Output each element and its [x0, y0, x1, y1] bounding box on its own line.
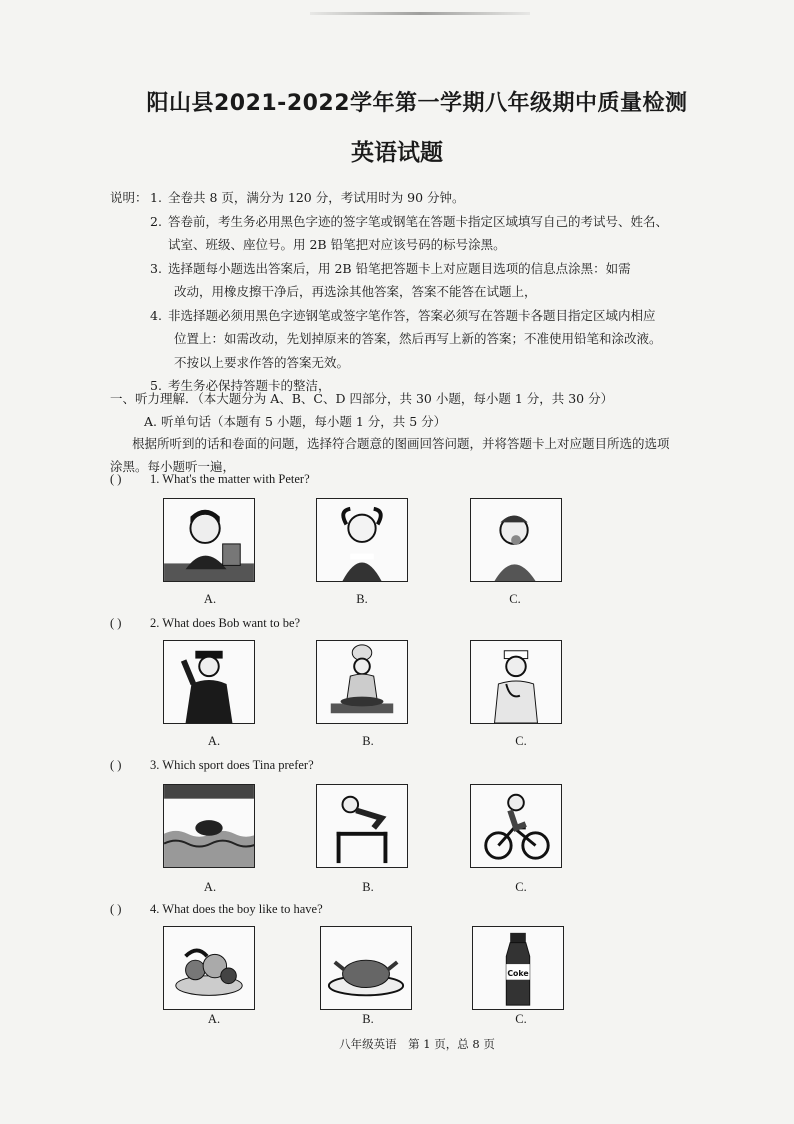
q4-option-c-picture: [472, 926, 564, 1010]
option-label: C.: [515, 1012, 527, 1026]
note-item-4: [110, 304, 750, 328]
option-label: B.: [356, 592, 368, 606]
answer-blank[interactable]: ( ): [110, 902, 122, 916]
question-2: [110, 616, 300, 631]
note-item-1: [110, 186, 750, 210]
answer-blank[interactable]: ( ): [110, 616, 122, 630]
note-number: 1.: [150, 190, 162, 205]
question-1: [110, 472, 310, 487]
note-number: 5.: [150, 378, 162, 393]
option-label: C.: [515, 734, 527, 748]
option-label: C.: [509, 592, 521, 606]
cola-label-text: Coke: [507, 968, 529, 978]
page-footer: 八年级英语 第 1 页，总 8 页: [339, 1037, 495, 1051]
notes-lead: 说明：: [110, 190, 148, 205]
note-item-3: [110, 257, 750, 281]
note-text-continued: 不按以上要求作答的答案无效。: [174, 354, 350, 370]
option-label: B.: [362, 880, 374, 894]
q3-option-a-picture: [163, 784, 255, 868]
q3-option-b-picture: [316, 784, 408, 868]
question-text: 4. What does the boy like to have?: [150, 902, 323, 916]
page-title: 阳山县2021-2022学年第一学期八年级期中质量检测: [146, 91, 688, 116]
option-label: A.: [203, 880, 217, 894]
q4-option-b-picture: [320, 926, 412, 1010]
page-subtitle: 英语试题: [351, 140, 443, 166]
exam-instructions: [110, 186, 750, 398]
option-label: B.: [362, 734, 374, 748]
note-text: 全卷共 8 页，满分为 120 分，考试用时为 90 分钟。: [168, 190, 465, 205]
q1-option-a-picture: [163, 498, 255, 582]
note-text-continued: 位置上：如需改动，先划掉原来的答案，然后再写上新的答案；不准使用铅笔和涂改液。: [174, 331, 662, 346]
q4-option-a-picture: [163, 926, 255, 1010]
answer-blank[interactable]: ( ): [110, 758, 122, 772]
note-text: 选择题每小题选出答案后，用 2B 铅笔把答题卡上对应题目选项的信息点涂黑：如需: [168, 260, 631, 276]
note-text-continued: 试室、班级、座位号。用 2B 铅笔把对应该号码的标号涂黑。: [168, 237, 506, 252]
question-3: [110, 758, 314, 773]
note-text: 答卷前，考生务必用黑色字迹的签字笔或钢笔在答题卡指定区域填写自己的考试号、姓名、: [168, 213, 669, 229]
part-a-instruction: 根据所听到的话和卷面的问题，选择符合题意的图画回答问题，并将答题卡上对应题目所选的选项: [132, 436, 670, 451]
top-scan-rule: [310, 12, 530, 15]
option-label: A.: [207, 1012, 221, 1026]
section-heading: 一、听力理解．（本大题分为 A、B、C、D 四部分，共 30 小题，每小题 1 分，共 30 分）: [110, 391, 614, 406]
part-a-instruction-continued: 涂黑。每小题听一遍，: [110, 458, 236, 474]
option-label: B.: [362, 1012, 374, 1026]
q2-option-c-picture: [470, 640, 562, 724]
question-text: 1. What's the matter with Peter?: [150, 472, 310, 486]
note-text: 非选择题必须用黑色字迹钢笔或签字笔作答，答案必须写在答题卡各题目指定区域内相应: [168, 307, 656, 323]
note-text: 考生务必保持答题卡的整洁，: [168, 378, 331, 393]
note-number: 2.: [150, 213, 162, 229]
note-item-2: [110, 210, 750, 234]
option-label: C.: [515, 880, 527, 894]
q1-option-b-picture: [316, 498, 408, 582]
q1-option-c-picture: [470, 498, 562, 582]
q2-option-a-picture: [163, 640, 255, 724]
q2-option-b-picture: [316, 640, 408, 724]
part-a-heading: A. 听单句话（本题有 5 小题，每小题 1 分，共 5 分）: [144, 413, 447, 429]
note-number: 4.: [150, 307, 162, 323]
listening-section: [110, 388, 750, 478]
question-text: 2. What does Bob want to be?: [150, 616, 301, 630]
answer-blank[interactable]: ( ): [110, 472, 122, 486]
question-4: [110, 902, 323, 917]
option-label: A.: [207, 734, 221, 748]
note-number: 3.: [150, 260, 162, 276]
question-text: 3. Which sport does Tina prefer?: [150, 758, 314, 772]
note-text-continued: 改动，用橡皮擦干净后，再选涂其他答案，答案不能答在试题上，: [174, 284, 537, 299]
option-label: A.: [203, 592, 217, 606]
q3-option-c-picture: [470, 784, 562, 868]
